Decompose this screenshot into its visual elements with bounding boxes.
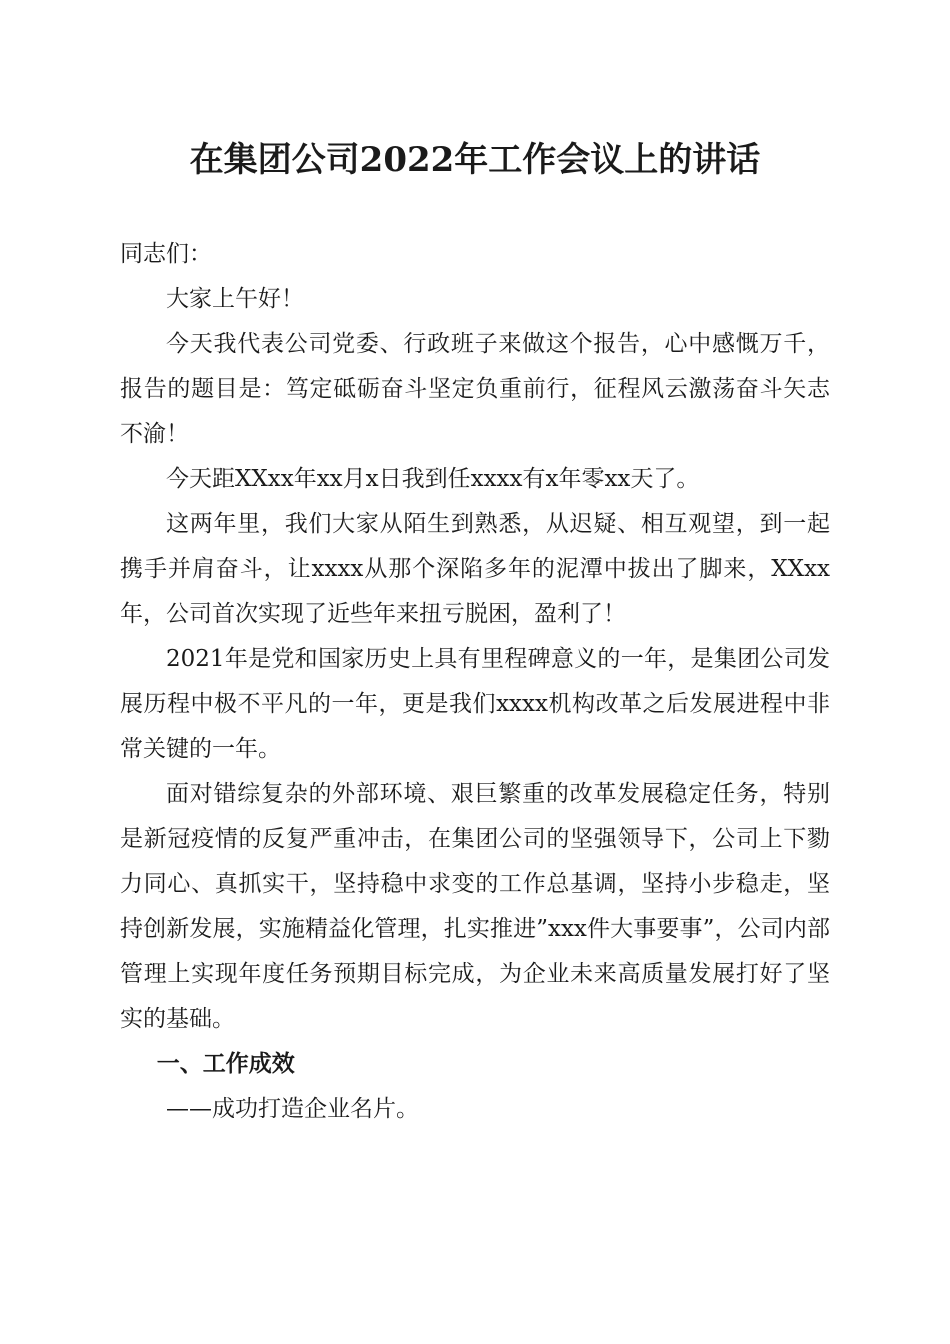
paragraph-report-topic: 今天我代表公司党委、行政班子来做这个报告，心中感慨万千，报告的题目是：笃定砥砺奋斗坚定负重前行，征程风云激荡奋斗矢志不渝！ bbox=[120, 331, 830, 447]
salutation: 同志们： bbox=[120, 241, 212, 267]
document-body bbox=[120, 232, 830, 1132]
paragraph-2021: 2021年是党和国家历史上具有里程碑意义的一年，是集团公司发展历程中极不平凡的一年，更是我们xxxx机构改革之后发展进程中非常关键的一年。 bbox=[120, 646, 830, 762]
paragraph-greeting: 大家上午好！ bbox=[166, 286, 304, 312]
subsection-line: ——成功打造企业名片。 bbox=[166, 1096, 419, 1122]
paragraph-challenges: 面对错综复杂的外部环境、艰巨繁重的改革发展稳定任务，特别是新冠疫情的反复严重冲击，在集团公司的坚强领导下，公司上下勠力同心、真抓实干，坚持稳中求变的工作总基调，坚持小步稳走，坚持创新发展，实施精益化管理，扎实推进”xxx件大事要事”，公司内部管理上实现年度任务预期目标完成，为企业未来高质量发展打好了坚实的基础。 bbox=[120, 781, 830, 1032]
section-heading: 一、工作成效 bbox=[156, 1051, 295, 1077]
paragraph-tenure: 今天距XXxx年xx月x日我到任xxxx有x年零xx天了。 bbox=[166, 466, 700, 492]
paragraph-two-years: 这两年里，我们大家从陌生到熟悉，从迟疑、相互观望，到一起携手并肩奋斗，让xxxx从那个深陷多年的泥潭中拔出了脚来，XXxx年，公司首次实现了近些年来扭亏脱困，盈利了！ bbox=[120, 511, 830, 627]
document-title: 在集团公司2022年工作会议上的讲话 bbox=[189, 140, 761, 180]
